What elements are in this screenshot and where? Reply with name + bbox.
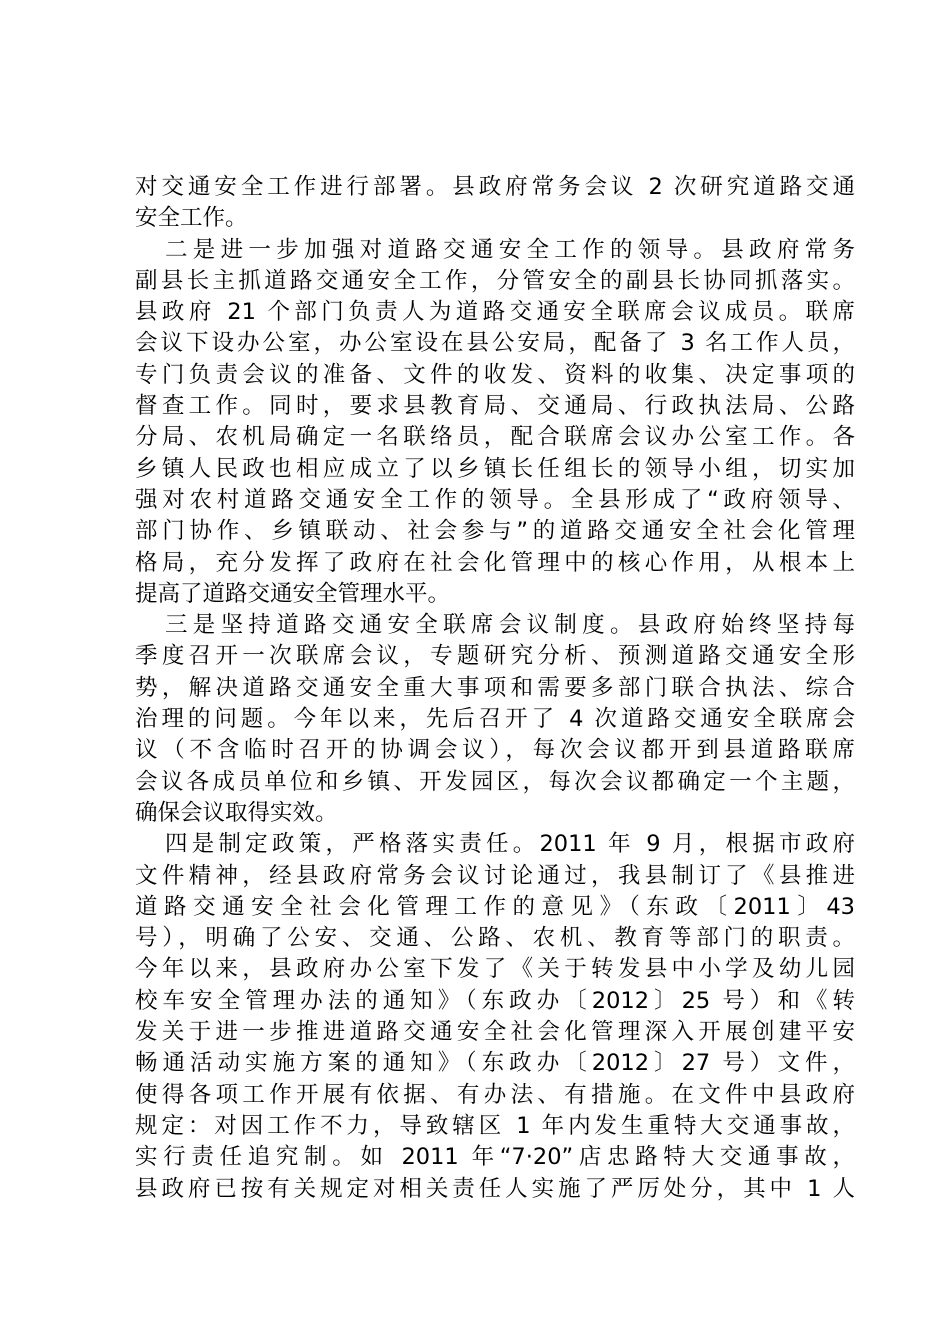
text-line: 号），明确了公安、交通、公路、农机、教育等部门的职责。 [135, 925, 855, 952]
text-line: 格局，充分发挥了政府在社会化管理中的核心作用，从根本上 [135, 549, 855, 576]
paragraph-first-line: 二是进一步加强对道路交通安全工作的领导。县政府常务 [165, 236, 855, 263]
text-line: 今年以来，县政府办公室下发了《关于转发县中小学及幼儿园 [135, 956, 855, 983]
text-line: 议（不含临时召开的协调会议），每次会议都开到县道路联席 [135, 737, 855, 764]
text-line: 势，解决道路交通安全重大事项和需要多部门联合执法、综合 [135, 674, 855, 701]
text-line: 发关于进一步推进道路交通安全社会化管理深入开展创建平安 [135, 1019, 855, 1046]
text-line: 道路交通安全社会化管理工作的意见》（东政〔2011〕43 [135, 893, 855, 920]
text-line: 提高了道路交通安全管理水平。 [135, 580, 451, 607]
text-line: 部门协作、乡镇联动、社会参与”的道路交通安全社会化管理 [135, 518, 855, 545]
text-line: 乡镇人民政也相应成立了以乡镇长任组长的领导小组，切实加 [135, 455, 855, 482]
text-line: 县政府已按有关规定对相关责任人实施了严厉处分，其中 1 人 [135, 1175, 855, 1202]
text-line: 规定：对因工作不力，导致辖区 1 年内发生重特大交通事故， [135, 1112, 855, 1139]
text-line: 县政府 21 个部门负责人为道路交通安全联席会议成员。联席 [135, 299, 855, 326]
text-line: 安全工作。 [135, 205, 248, 232]
text-line: 确保会议取得实效。 [135, 799, 338, 826]
text-line: 督查工作。同时，要求县教育局、交通局、行政执法局、公路 [135, 393, 855, 420]
body-text [135, 172, 855, 1205]
paragraph-first-line: 四是制定政策，严格落实责任。2011 年 9 月，根据市政府 [165, 831, 855, 858]
text-line: 校车安全管理办法的通知》（东政办〔2012〕25 号）和《转 [135, 987, 855, 1014]
text-line: 强对农村道路交通安全工作的领导。全县形成了“政府领导、 [135, 486, 855, 513]
text-line: 对交通安全工作进行部署。县政府常务会议 2 次研究道路交通 [135, 174, 855, 200]
text-line: 分局、农机局确定一名联络员，配合联席会议办公室工作。各 [135, 424, 855, 451]
text-line: 会议各成员单位和乡镇、开发园区，每次会议都确定一个主题， [135, 768, 855, 795]
text-line: 使得各项工作开展有依据、有办法、有措施。在文件中县政府 [135, 1081, 855, 1108]
text-line: 实行责任追究制。如 2011 年“7·20”店忠路特大交通事故， [135, 1144, 855, 1171]
text-line: 治理的问题。今年以来，先后召开了 4 次道路交通安全联席会 [135, 706, 855, 733]
text-line: 文件精神，经县政府常务会议讨论通过，我县制订了《县推进 [135, 862, 855, 889]
text-line: 副县长主抓道路交通安全工作，分管安全的副县长协同抓落实。 [135, 267, 855, 294]
text-line: 会议下设办公室，办公室设在县公安局，配备了 3 名工作人员， [135, 330, 855, 357]
paragraph-first-line: 三是坚持道路交通安全联席会议制度。县政府始终坚持每 [165, 612, 855, 639]
text-line: 畅通活动实施方案的通知》（东政办〔2012〕27 号）文件， [135, 1050, 855, 1077]
text-line: 专门负责会议的准备、文件的收发、资料的收集、决定事项的 [135, 361, 855, 388]
text-line: 季度召开一次联席会议，专题研究分析、预测道路交通安全形 [135, 643, 855, 670]
